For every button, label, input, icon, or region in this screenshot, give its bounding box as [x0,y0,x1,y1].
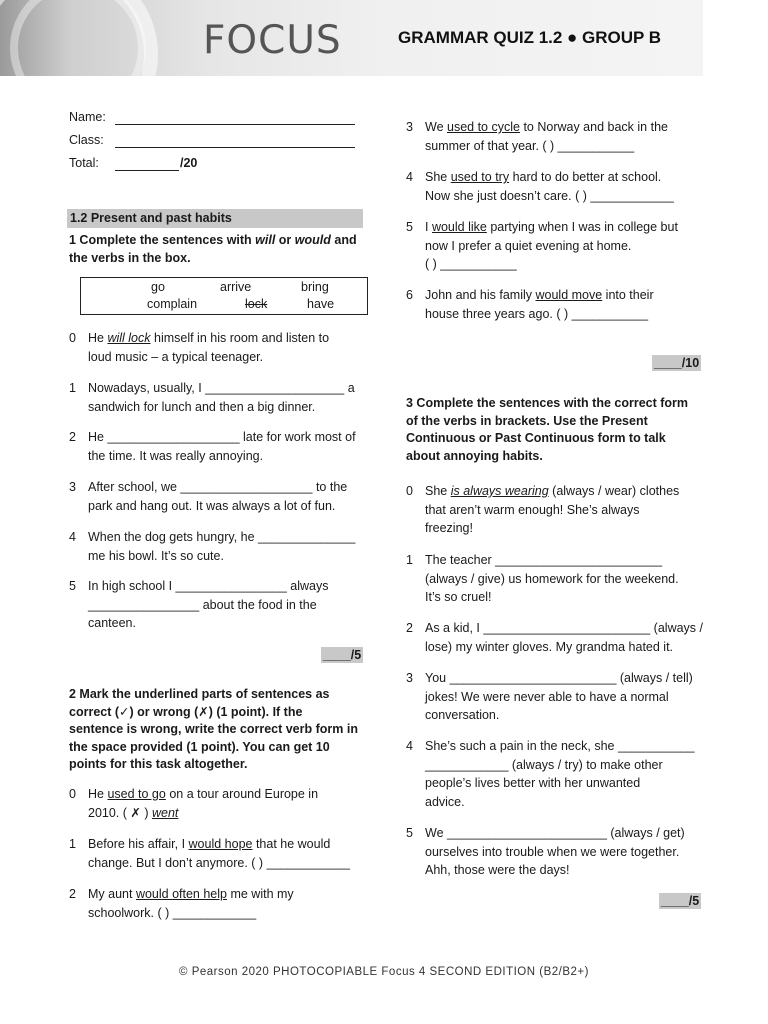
section-title: 1.2 Present and past habits [67,209,363,228]
task3-item-3[interactable]: 3 You ________________________ (always / tell) jokes! We were never able to have a normal conversation. [406,671,693,722]
task1-item-3[interactable]: 3 After school, we ___________________ to the park and hang out. It was always a lot of fun. [69,480,348,513]
task3-item-5[interactable]: 5 We _______________________ (always / get) ourselves into trouble when we were together. Ahh, those were the days! [406,826,685,877]
total-line[interactable] [115,170,179,171]
task3-item-0: 0 She is always wearing (always / wear) clothes that aren’t warm enough! She’s always freezing! [406,484,680,535]
task2-score: ____/10 [654,356,700,370]
task1-item-1[interactable]: 1 Nowadays, usually, I ____________________ a sandwich for lunch and then a big dinner. [69,381,355,414]
word-lock: lock [245,297,268,311]
word-box [80,277,368,315]
name-field[interactable] [69,110,106,124]
task3-score: ____/5 [661,894,700,908]
task3-item-4[interactable]: 4 She’s such a pain in the neck, she ___________ ____________ (always / try) to make other people’s lives better with her unwanted advice. [406,739,695,809]
class-label: Class: [69,133,104,147]
task3-instruction: 3 Complete the sentences with the correct form of the verbs in brackets. Use the Present Continuous or Past Continuous form to talk about annoying habits. [406,396,689,463]
task1-item-2[interactable]: 2 He ___________________ late for work most of the time. It was really annoying. [69,430,356,463]
task1-item-0: 0 He will lock himself in his room and listen to loud music – a typical teenager. [69,331,330,364]
class-field[interactable] [69,133,104,147]
task1-item-4[interactable]: 4 When the dog gets hungry, he ______________ me his bowl. It’s so cute. [69,530,356,563]
word-complain: complain [147,297,198,311]
word-have: have [307,297,335,311]
task2-item-1[interactable]: 1 Before his affair, I would hope that he would change. But I don’t anymore. ( ) ____________ [69,837,350,870]
quiz-title: GRAMMAR QUIZ 1.2 ● GROUP B [398,28,662,47]
name-label: Name: [69,110,106,124]
task2-item-0: 0 He used to go on a tour around Europe in 2010. ( ✗ ) went [69,787,319,820]
task2-instruction: 2 Mark the underlined parts of sentences as correct (✓) or wrong (✗) (1 point). If the sentence is wrong, write the correct verb form in the space provided (1 point). You can get 10 points for this task altogether. [69,687,358,771]
word-go: go [151,280,165,294]
task2-item-3[interactable]: 3 We used to cycle to Norway and back in the summer of that year. ( ) ___________ [406,120,668,153]
class-line[interactable] [115,147,355,148]
decorative-swirl [10,0,146,76]
task2-item-2[interactable]: 2 My aunt would often help me with my schoolwork. ( ) ____________ [69,887,294,920]
task2-item-5[interactable]: 5 I would like partying when I was in college but now I prefer a quiet evening at home. ( ) ___________ [406,220,678,271]
focus-logo: FOCUS [203,18,342,63]
task1-instruction: 1 Complete the sentences with will or would and the verbs in the box. [69,233,357,265]
task3-item-2[interactable]: 2 As a kid, I ________________________ (always / lose) my winter gloves. My grandma hated it. [406,621,703,654]
total-label: Total: [69,156,99,170]
task1-score: ____/5 [323,648,362,662]
total-field[interactable] [69,156,198,170]
word-arrive: arrive [220,280,252,294]
total-max: /20 [180,156,198,170]
word-bring: bring [301,280,329,294]
task1-item-5[interactable]: 5 In high school I ________________ always ________________ about the food in the canteen. [69,579,329,630]
task2-item-6[interactable]: 6 John and his family would move into their house three years ago. ( ) ___________ [406,288,654,321]
task3-item-1[interactable]: 1 The teacher ________________________ (always / give) us homework for the weekend. It’s so cruel! [406,553,679,604]
name-line[interactable] [115,124,355,125]
task2-item-4[interactable]: 4 She used to try hard to do better at school. Now she just doesn’t care. ( ) ____________ [406,170,674,203]
footer-copyright: © Pearson 2020 PHOTOCOPIABLE Focus 4 SECOND EDITION (B2/B2+) [179,966,589,978]
